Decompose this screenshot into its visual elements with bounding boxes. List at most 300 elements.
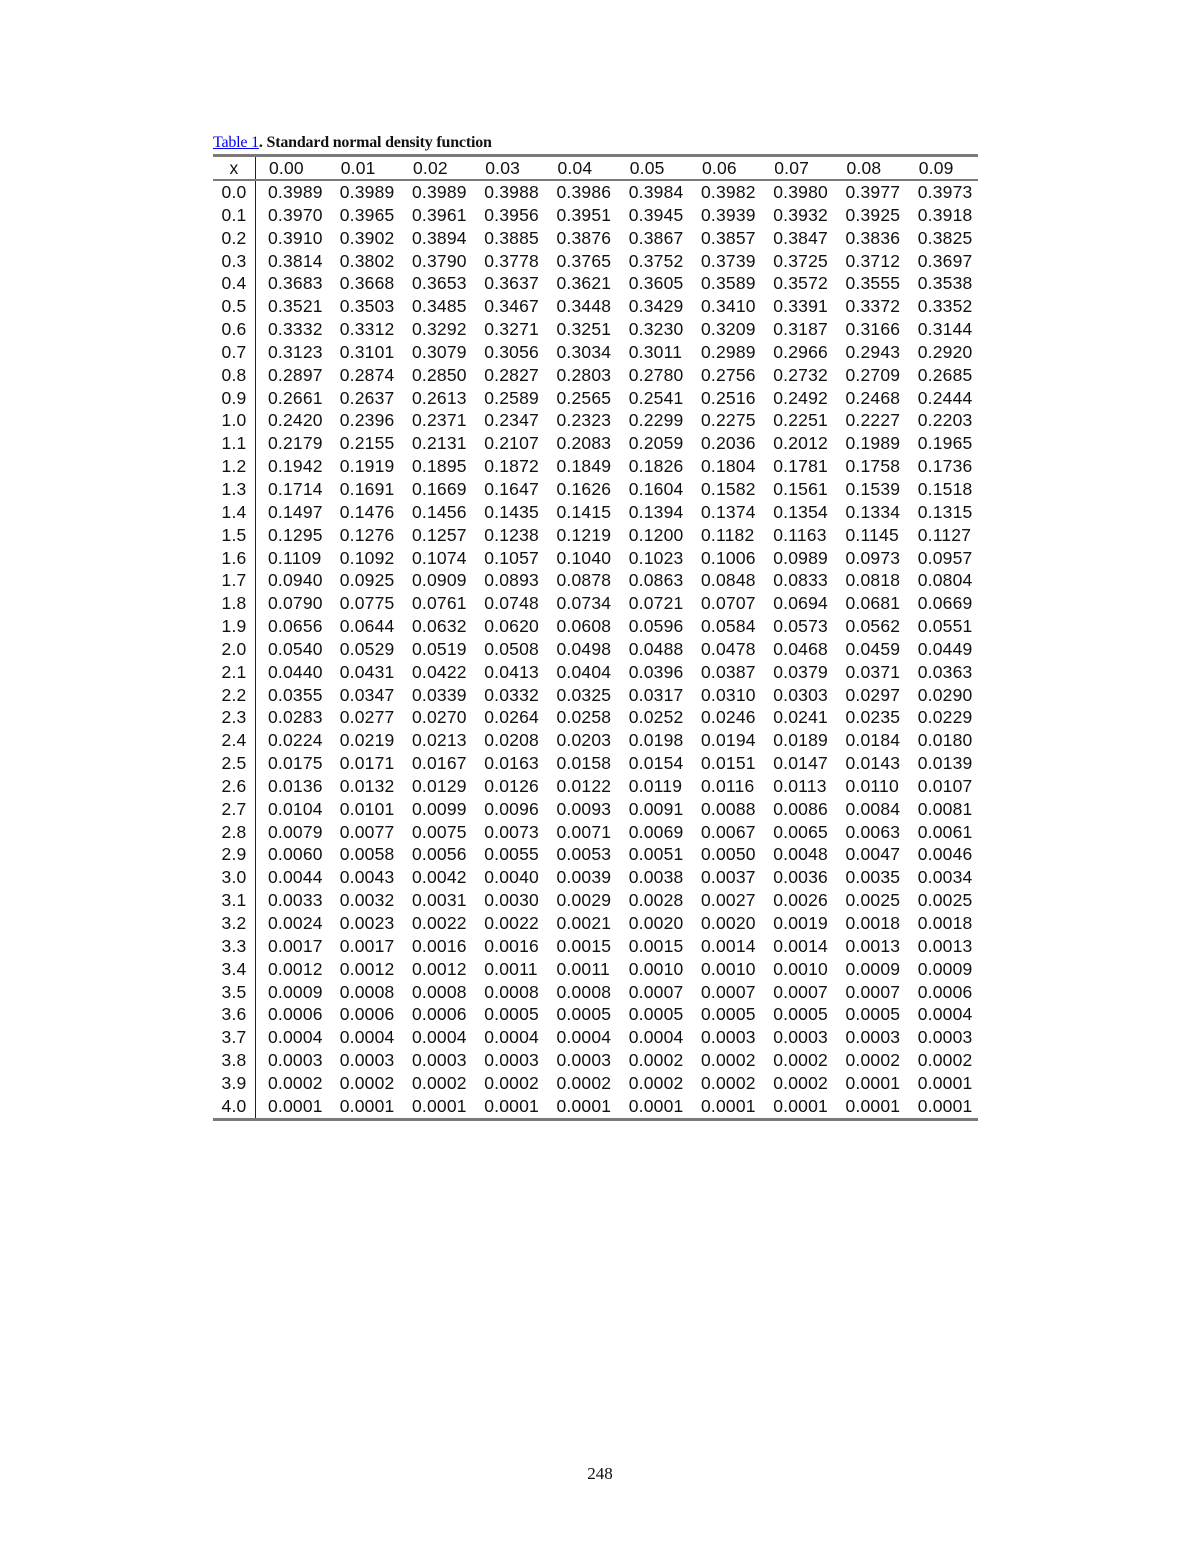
density-value-cell: 0.1456 [412,501,467,522]
density-value-cell: 0.3910 [268,227,323,248]
density-value-cell: 0.0620 [484,616,539,637]
density-value-cell: 0.0027 [701,890,756,911]
density-value-cell: 0.0002 [412,1072,467,1093]
table-row [213,295,978,318]
density-value-cell: 0.3918 [917,204,973,225]
density-value-cell: 0.3144 [917,319,973,340]
density-value-cell: 0.2131 [412,433,467,454]
density-value-cell: 0.0468 [773,638,828,659]
density-value-cell: 0.0004 [268,1027,323,1048]
density-value-cell: 0.0011 [556,958,610,979]
density-value-cell: 0.0325 [556,684,612,705]
density-value-cell: 0.0060 [268,844,323,865]
density-value-cell: 0.0151 [701,753,756,774]
density-value-cell: 0.0246 [701,707,756,728]
density-value-cell: 0.0039 [556,867,612,888]
row-label-x: 4.0 [213,1095,256,1119]
density-value-cell: 0.0878 [556,570,612,591]
density-value-cell: 0.0058 [339,844,395,865]
density-value-cell: 0.1354 [773,501,828,522]
table-row [213,912,978,935]
density-value-cell: 0.1539 [845,478,901,499]
table-row [213,706,978,729]
density-value-cell: 0.1394 [628,501,684,522]
row-label-x: 0.7 [213,341,256,364]
table-row [213,524,978,547]
density-value-cell: 0.0043 [339,867,395,888]
density-value-cell: 0.0006 [917,981,973,1002]
density-value-cell: 0.0775 [339,593,395,614]
density-value-cell: 0.1219 [556,524,612,545]
density-value-cell: 0.0863 [628,570,684,591]
density-value-cell: 0.2227 [845,410,901,431]
density-value-cell: 0.3725 [773,250,828,271]
density-value-cell: 0.0459 [845,638,901,659]
density-value-cell: 0.0584 [701,616,756,637]
density-value-cell: 0.0208 [484,730,539,751]
density-value-cell: 0.0042 [412,867,467,888]
density-value-cell: 0.0079 [268,821,323,842]
table-row [213,409,978,432]
table-row [213,180,978,204]
density-value-cell: 0.0909 [412,570,467,591]
density-value-cell: 0.0077 [339,821,395,842]
density-value-cell: 0.3538 [917,273,973,294]
density-value-cell: 0.0010 [628,958,684,979]
density-value-cell: 0.0015 [556,935,612,956]
density-value-cell: 0.1736 [917,456,973,477]
density-value-cell: 0.3988 [484,182,539,202]
table-row [213,1003,978,1026]
table-row [213,752,978,775]
density-value-cell: 0.0163 [484,753,539,774]
density-value-cell: 0.3637 [484,273,539,294]
density-value-cell: 0.0519 [412,638,467,659]
column-header: 0.05 [617,156,689,181]
density-value-cell: 0.0005 [701,1004,756,1025]
table-row [213,1072,978,1095]
density-value-cell: 0.0387 [701,661,756,682]
density-value-cell: 0.0107 [917,775,973,796]
density-value-cell: 0.0681 [845,593,901,614]
density-value-cell: 0.2709 [845,364,901,385]
density-value-cell: 0.1942 [268,456,323,477]
density-value-cell: 0.0940 [268,570,323,591]
density-value-cell: 0.3683 [268,273,323,294]
table-row [213,889,978,912]
row-label-x: 0.0 [213,180,256,204]
row-label-x: 0.6 [213,318,256,341]
density-value-cell: 0.0084 [845,798,901,819]
table-row [213,569,978,592]
density-value-cell: 0.3410 [701,296,756,317]
density-value-cell: 0.1714 [268,478,323,499]
density-value-cell: 0.0119 [628,775,683,796]
density-value-cell: 0.0804 [917,570,973,591]
density-value-cell: 0.0258 [556,707,612,728]
density-value-cell: 0.0143 [845,753,901,774]
density-value-cell: 0.3668 [339,273,395,294]
density-value-cell: 0.0264 [484,707,539,728]
density-value-cell: 0.3572 [773,273,828,294]
row-label-x: 0.5 [213,295,256,318]
row-label-x: 1.3 [213,478,256,501]
density-value-cell: 0.2444 [917,387,973,408]
density-value-cell: 0.3123 [268,341,323,362]
row-label-x: 2.8 [213,821,256,844]
density-value-cell: 0.0004 [628,1027,684,1048]
density-value-cell: 0.0001 [845,1072,901,1093]
density-value-cell: 0.1315 [917,501,973,522]
density-value-cell: 0.0488 [628,638,684,659]
density-value-cell: 0.0014 [773,935,828,956]
density-value-cell: 0.1476 [339,501,395,522]
row-label-x: 3.8 [213,1049,256,1072]
density-value-cell: 0.0006 [268,1004,323,1025]
density-value-cell: 0.3503 [339,296,395,317]
density-value-cell: 0.0048 [773,844,828,865]
density-value-cell: 0.1074 [412,547,467,568]
row-label-x: 2.6 [213,775,256,798]
density-value-cell: 0.1182 [701,524,755,545]
density-value-cell: 0.1781 [773,456,828,477]
density-value-cell: 0.0957 [917,547,973,568]
table-row [213,501,978,524]
density-value-cell: 0.2107 [484,433,539,454]
density-value-cell: 0.2059 [628,433,684,454]
table-row [213,227,978,250]
table-row [213,981,978,1004]
density-value-cell: 0.0012 [339,958,395,979]
density-value-cell: 0.0573 [773,616,828,637]
density-value-cell: 0.3485 [412,296,467,317]
density-value-cell: 0.0012 [268,958,323,979]
density-value-cell: 0.0093 [556,798,612,819]
row-label-x: 0.4 [213,272,256,295]
density-value-cell: 0.3982 [701,182,756,202]
row-label-x: 1.0 [213,409,256,432]
density-value-cell: 0.0303 [773,684,828,705]
density-value-cell: 0.0005 [484,1004,539,1025]
density-value-cell: 0.1691 [339,478,395,499]
density-value-cell: 0.2347 [484,410,539,431]
density-value-cell: 0.0003 [845,1027,901,1048]
column-header: 0.04 [545,156,617,181]
density-value-cell: 0.0818 [845,570,901,591]
density-value-cell: 0.0091 [628,798,684,819]
density-value-cell: 0.0071 [556,821,612,842]
density-value-cell: 0.0038 [628,867,684,888]
density-value-cell: 0.2541 [628,387,684,408]
density-value-cell: 0.3951 [556,204,612,225]
density-value-cell: 0.3989 [268,182,323,202]
density-value-cell: 0.0002 [628,1072,684,1093]
density-value-cell: 0.2966 [773,341,828,362]
density-value-cell: 0.1257 [412,524,467,545]
density-value-cell: 0.3885 [484,227,539,248]
density-value-cell: 0.0252 [628,707,684,728]
density-value-cell: 0.3973 [917,182,973,202]
density-value-cell: 0.3876 [556,227,612,248]
density-value-cell: 0.0012 [412,958,467,979]
density-value-cell: 0.0721 [628,593,684,614]
density-value-cell: 0.0694 [773,593,828,614]
density-value-cell: 0.0180 [917,730,973,751]
density-value-cell: 0.1647 [484,478,539,499]
density-value-cell: 0.0009 [268,981,323,1002]
density-value-cell: 0.0101 [339,798,395,819]
density-value-cell: 0.0790 [268,593,323,614]
column-header: 0.08 [834,156,906,181]
density-value-cell: 0.1057 [484,547,539,568]
density-value-cell: 0.3352 [917,296,973,317]
density-value-cell: 0.0213 [412,730,467,751]
density-value-cell: 0.0001 [917,1072,973,1093]
density-value-cell: 0.0002 [701,1050,756,1071]
density-value-cell: 0.0056 [412,844,467,865]
density-value-cell: 0.0005 [845,1004,901,1025]
density-value-cell: 0.0008 [339,981,395,1002]
density-value-cell: 0.3312 [339,319,395,340]
density-value-cell: 0.3332 [268,319,323,340]
density-value-cell: 0.0008 [412,981,467,1002]
density-value-cell: 0.2827 [484,364,539,385]
density-value-cell: 0.0396 [628,661,684,682]
density-value-cell: 0.2420 [268,410,323,431]
density-value-cell: 0.0033 [268,890,323,911]
density-value-cell: 0.2468 [845,387,901,408]
density-value-cell: 0.0132 [339,775,395,796]
density-value-cell: 0.3802 [339,250,395,271]
table-row [213,638,978,661]
density-value-cell: 0.2155 [339,433,395,454]
density-value-cell: 0.1582 [701,478,756,499]
density-value-cell: 0.2874 [339,364,395,385]
density-value-cell: 0.2565 [556,387,612,408]
density-value-cell: 0.3011 [628,341,683,362]
density-value-cell: 0.0029 [556,890,612,911]
density-value-cell: 0.1518 [917,478,973,499]
density-value-cell: 0.2803 [556,364,612,385]
density-value-cell: 0.0075 [412,821,467,842]
density-value-cell: 0.0989 [773,547,828,568]
density-value-cell: 0.0498 [556,638,612,659]
table-row [213,547,978,570]
density-value-cell: 0.0031 [412,890,467,911]
density-value-cell: 0.3429 [628,296,684,317]
row-label-x: 3.2 [213,912,256,935]
density-value-cell: 0.0139 [917,753,973,774]
table-caption-link[interactable]: Table 1 [213,134,259,151]
density-value-cell: 0.3984 [628,182,684,202]
density-value-cell: 0.0707 [701,593,756,614]
density-value-cell: 0.3467 [484,296,539,317]
density-value-cell: 0.0002 [268,1072,323,1093]
density-value-cell: 0.0184 [845,730,901,751]
density-value-cell: 0.1826 [628,456,684,477]
density-value-cell: 0.3970 [268,204,323,225]
density-value-cell: 0.0036 [773,867,828,888]
density-value-cell: 0.0656 [268,616,323,637]
density-value-cell: 0.0229 [917,707,973,728]
density-value-cell: 0.0007 [628,981,684,1002]
density-value-cell: 0.0069 [628,821,684,842]
density-value-cell: 0.1334 [845,501,901,522]
density-value-cell: 0.0551 [917,616,973,637]
density-value-cell: 0.0028 [628,890,684,911]
density-value-cell: 0.0005 [773,1004,828,1025]
density-value-cell: 0.0086 [773,798,828,819]
density-value-cell: 0.0022 [412,913,467,933]
density-value-cell: 0.2323 [556,410,612,431]
density-value-cell: 0.1200 [628,524,684,545]
density-value-cell: 0.1006 [701,547,756,568]
density-value-cell: 0.3765 [556,250,612,271]
table-row [213,272,978,295]
density-value-cell: 0.0175 [268,753,323,774]
density-value-cell: 0.0002 [773,1072,828,1093]
density-value-cell: 0.0006 [339,1004,395,1025]
density-value-cell: 0.3739 [701,250,756,271]
density-value-cell: 0.0297 [845,684,901,705]
row-label-x: 3.4 [213,958,256,981]
density-value-cell: 0.3230 [628,319,684,340]
density-value-cell: 0.3986 [556,182,612,202]
density-value-cell: 0.0001 [701,1095,756,1116]
density-value-cell: 0.0047 [845,844,901,865]
density-value-cell: 0.2203 [917,410,973,431]
density-value-cell: 0.0154 [628,753,684,774]
density-value-cell: 0.0761 [412,593,467,614]
table-row [213,1049,978,1072]
density-value-cell: 0.0270 [412,707,467,728]
density-value-cell: 0.2780 [628,364,684,385]
density-value-cell: 0.0219 [339,730,395,751]
row-label-x: 0.1 [213,204,256,227]
density-value-cell: 0.0018 [917,913,973,933]
density-value-cell: 0.0003 [268,1050,323,1071]
density-value-cell: 0.0317 [628,684,684,705]
density-value-cell: 0.3825 [917,227,973,248]
density-value-cell: 0.1435 [484,501,539,522]
density-value-cell: 0.3448 [556,296,612,317]
density-value-cell: 0.0020 [628,913,684,933]
density-value-cell: 0.0013 [917,935,973,956]
row-label-x: 0.8 [213,364,256,387]
density-value-cell: 0.1561 [773,478,828,499]
density-value-cell: 0.3372 [845,296,901,317]
density-value-cell: 0.1965 [917,433,973,454]
density-value-cell: 0.0413 [484,661,539,682]
density-value-cell: 0.0529 [339,638,395,659]
density-value-cell: 0.0478 [701,638,756,659]
density-value-cell: 0.0023 [339,913,395,933]
table-row [213,478,978,501]
density-value-cell: 0.2251 [773,410,828,431]
density-value-cell: 0.1872 [484,456,539,477]
density-value-cell: 0.2637 [339,387,395,408]
density-value-cell: 0.0925 [339,570,395,591]
density-value-cell: 0.3391 [773,296,828,317]
table-row [213,592,978,615]
table-row [213,798,978,821]
density-value-cell: 0.1295 [268,524,323,545]
density-value-cell: 0.3894 [412,227,467,248]
density-value-cell: 0.2989 [701,341,756,362]
density-value-cell: 0.0277 [339,707,395,728]
density-value-cell: 0.0065 [773,821,828,842]
density-value-cell: 0.0973 [845,547,901,568]
density-value-cell: 0.1604 [628,478,684,499]
row-label-x: 1.6 [213,547,256,570]
density-value-cell: 0.0355 [268,684,323,705]
density-value-cell: 0.0019 [773,913,828,933]
density-value-cell: 0.3867 [628,227,684,248]
density-value-cell: 0.3251 [556,319,612,340]
table-row [213,821,978,844]
density-value-cell: 0.2179 [268,433,323,454]
density-value-cell: 0.0003 [412,1050,467,1071]
density-value-cell: 0.1163 [773,524,827,545]
density-value-cell: 0.0005 [556,1004,612,1025]
density-value-cell: 0.0040 [484,867,539,888]
density-value-cell: 0.0003 [701,1027,756,1048]
density-value-cell: 0.0005 [628,1004,684,1025]
table-row [213,935,978,958]
table-row [213,729,978,752]
density-value-cell: 0.0848 [701,570,756,591]
density-value-cell: 0.0007 [773,981,828,1002]
density-value-cell: 0.0404 [556,661,612,682]
density-value-cell: 0.0189 [773,730,828,751]
density-value-cell: 0.0002 [484,1072,539,1093]
density-value-cell: 0.0088 [701,798,756,819]
density-value-cell: 0.0021 [556,913,612,933]
density-value-cell: 0.3961 [412,204,467,225]
density-value-cell: 0.0224 [268,730,323,751]
density-value-cell: 0.1238 [484,524,539,545]
density-value-cell: 0.0002 [339,1072,395,1093]
density-value-cell: 0.0035 [845,867,901,888]
density-value-cell: 0.1127 [917,524,972,545]
column-header: 0.09 [906,156,978,181]
column-header-x: x [213,156,256,181]
density-value-cell: 0.0632 [412,616,467,637]
row-label-x: 1.5 [213,524,256,547]
density-value-cell: 0.0748 [484,593,539,614]
density-value-cell: 0.0044 [268,867,323,888]
table-row [213,341,978,364]
density-value-cell: 0.3056 [484,341,539,362]
table-header-row [213,156,978,181]
row-label-x: 1.1 [213,432,256,455]
density-value-cell: 0.1989 [845,433,901,454]
density-value-cell: 0.2516 [701,387,756,408]
density-value-cell: 0.3209 [701,319,756,340]
table-row [213,684,978,707]
density-value-cell: 0.0332 [484,684,539,705]
density-value-cell: 0.1023 [628,547,684,568]
page-number: 248 [587,1464,613,1483]
density-value-cell: 0.3847 [773,227,828,248]
density-value-cell: 0.0013 [845,935,901,956]
density-value-cell: 0.2275 [701,410,756,431]
column-header: 0.06 [689,156,761,181]
density-value-cell: 0.0032 [339,890,395,911]
density-value-cell: 0.3977 [845,182,901,202]
density-value-cell: 0.0283 [268,707,323,728]
density-value-cell: 0.0001 [917,1095,973,1116]
